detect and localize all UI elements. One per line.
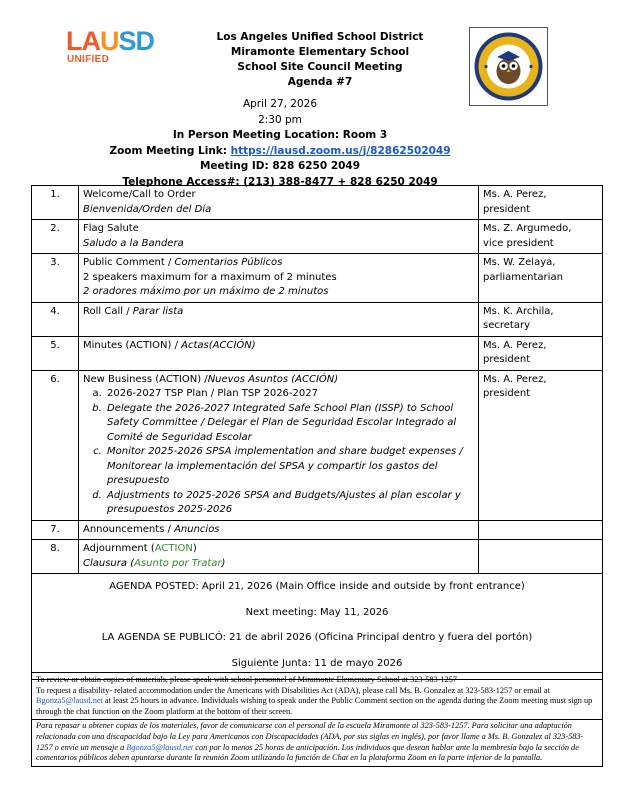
next-meeting-en: Next meeting: May 11, 2026 [245, 606, 389, 618]
item-title [83, 373, 474, 388]
agenda-row-4 [32, 302, 603, 336]
presenter-name: Ms. Z. Argumedo, [483, 223, 572, 234]
item-number: 7. [32, 520, 79, 540]
footer-ada-en-text: To request a disability- related accommodation under the Americans with Disabilities Act (ADA), please call Ms. B. Gonzalez at 323-583-1257 or email at [36, 685, 550, 695]
presenter-role: president [483, 388, 531, 399]
item-title-en: Announcements / [83, 523, 175, 535]
presenter-name: Ms. A. Perez, [483, 189, 547, 200]
item-description [79, 220, 479, 254]
agenda-row-5 [32, 336, 603, 370]
item-presenter [479, 520, 603, 540]
item-number: 3. [32, 254, 79, 303]
item-title-es-close: ) [221, 557, 226, 569]
item-title [83, 523, 474, 538]
item-title-es: Anuncios [174, 523, 220, 535]
presenter-role: vice president [483, 237, 554, 249]
item-title-es: Bienvenida/Orden del Día [83, 203, 212, 215]
agenda-row-1 [32, 186, 603, 220]
item-presenter [479, 336, 603, 370]
owl-seal-icon [473, 31, 544, 102]
item-title: Flag Salute [83, 223, 139, 234]
item-title-close: ) [192, 543, 197, 554]
item-presenter [479, 540, 603, 574]
sub-item-list [83, 387, 474, 518]
zoom-line [70, 144, 490, 160]
item-number: 5. [32, 336, 79, 370]
item-number: 8. [32, 540, 79, 574]
document-header [180, 30, 460, 90]
item-detail-es: 2 oradores máximo por un máximo de 2 minutos [83, 286, 329, 297]
school-name: Miramonte Elementary School [230, 46, 410, 58]
meeting-location: In Person Meeting Location: Room 3 [172, 129, 388, 141]
email-link[interactable]: Bgonza5@lausd.net [36, 696, 103, 706]
posting-row [32, 574, 603, 680]
action-label: ACTION [154, 543, 193, 554]
sub-item: a. 2026-2027 TSP Plan / Plan TSP 2026-2027 [105, 387, 474, 402]
item-description [79, 370, 479, 520]
item-title-es: Saludo a la Bandera [83, 237, 184, 249]
meeting-id: Meeting ID: 828 6250 2049 [199, 160, 361, 172]
presenter-role: parliamentarian [483, 271, 563, 283]
presenter-role: secretary [483, 320, 530, 331]
agenda-posted-es: LA AGENDA SE PUBLICÓ: 21 de abril 2026 (Oficina Principal dentro y fuera del portón) [101, 632, 533, 643]
footer-materials-en: To review or obtain copies of materials, please speak with school personnel of Miramonte Elementary School at 323-583-1257 [36, 675, 458, 684]
item-title-es: Actas(ACCIÓN) [181, 339, 256, 351]
item-description [79, 520, 479, 540]
item-title-es: Comentarios Públicos [174, 257, 283, 268]
item-title: Welcome/Call to Order [83, 189, 196, 200]
agenda-row-8 [32, 540, 603, 574]
item-title-es-pre: Clausura ( [83, 557, 135, 569]
school-seal-icon [469, 27, 548, 106]
logo-part-u: U [100, 26, 119, 56]
item-description [79, 254, 479, 303]
meeting-name: School Site Council Meeting [237, 61, 403, 73]
item-title-en: New Business (ACTION) / [83, 373, 208, 385]
presenter-name: Ms. A. Perez, [483, 339, 547, 351]
item-description [79, 186, 479, 220]
agenda-row-3 [32, 254, 603, 303]
posting-info [32, 574, 603, 680]
item-title-en: Roll Call / [83, 305, 133, 317]
item-title [83, 542, 474, 557]
lausd-logo [66, 26, 178, 66]
footer-notice [31, 672, 603, 767]
presenter-name: Ms. K. Archila, [483, 305, 554, 317]
item-title-es: Nuevos Asuntos (ACCIÓN) [207, 373, 339, 385]
item-number: 4. [32, 302, 79, 336]
item-description [79, 336, 479, 370]
meeting-date: April 27, 2026 [242, 98, 318, 110]
item-title-es [83, 557, 474, 572]
item-title-en: Adjournment ( [83, 543, 155, 554]
meeting-time: 2:30 pm [258, 113, 302, 126]
lausd-wordmark [66, 28, 154, 55]
next-meeting-es: Siguiente Junta: 11 de mayo 2026 [231, 657, 403, 669]
footer-es-text-2: con por lo menos 25 horas de anticipación. Los individuos que desean hablar ante la membresía bajo la sección de comentarios públicos deben apuntarse durante la reunión Zoom utilizando la función de Chat en la plataforma Zoom en la parte inferior de la pantalla. [36, 742, 579, 763]
meeting-details [70, 97, 490, 190]
zoom-label: Zoom Meeting Link: [109, 144, 231, 157]
presenter-role: president [483, 354, 531, 365]
item-description [79, 540, 479, 574]
zoom-link[interactable]: https://lausd.zoom.us/j/82862502049 [230, 144, 451, 157]
logo-part-sd: SD [118, 26, 155, 56]
item-presenter [479, 254, 603, 303]
sub-item: d. Adjustments to 2025-2026 SPSA and Budgets/Ajustes al plan escolar y presupuestos 2025-2026 [105, 489, 474, 518]
agenda-table [31, 185, 603, 680]
logo-part-la: LA [66, 26, 100, 56]
agenda-row-2 [32, 220, 603, 254]
item-title [83, 339, 474, 354]
item-number: 1. [32, 186, 79, 220]
district-name: Los Angeles Unified School District [216, 31, 424, 43]
footer-ada-en-text-2: at least 25 hours in advance. Individuals wishing to speak under the Public Comment section on the agenda during the Zoom meeting must sign up through the chat function on the Zoom platform at the bottom of their screen. [36, 696, 593, 716]
email-link-es[interactable]: Bgonza5@lausd.net [126, 742, 194, 752]
item-presenter [479, 220, 603, 254]
logo-unified-text: UNIFIED [67, 54, 110, 65]
item-title-en: Public Comment / [83, 257, 175, 268]
presenter-name: Ms. W. Zelaya, [483, 257, 556, 268]
item-title-es: Parar lista [132, 305, 184, 317]
agenda-row-6 [32, 370, 603, 520]
item-title [83, 256, 474, 271]
action-label-es: Asunto por Tratar [134, 557, 222, 569]
item-presenter [479, 370, 603, 520]
footer-ada-en [36, 686, 598, 718]
presenter-role: president [483, 203, 531, 215]
item-number: 6. [32, 370, 79, 520]
sub-item: c. Monitor 2025-2026 SPSA implementation and share budget expenses / Monitorear la implementación del SPSA y compartir los gastos del presupuesto [105, 445, 474, 489]
agenda-posted-en: AGENDA POSTED: April 21, 2026 (Main Office inside and outside by front entrance) [109, 581, 525, 592]
item-description [79, 302, 479, 336]
item-detail-en: 2 speakers maximum for a maximum of 2 minutes [83, 271, 337, 283]
item-title [83, 305, 474, 320]
footer-es-text: Para repasar u obtener copias de los materiales, favor de comunicarse con el personal de la escuela Miramonte al 323-583-1257. Para solicitar una adaptación relacionada con una discapacidad bajo la Ley para Americanos con Discapacidades (ADA, por sus siglas en inglés), por favor llame a Ms. B. Gonzalez al 323-583-1257 o envíe un mensaje a [36, 721, 584, 752]
telephone-access: Telephone Access#: (213) 388-8477 + 828 6250 2049 [122, 175, 438, 188]
agenda-number: Agenda #7 [287, 76, 353, 88]
agenda-row-7 [32, 520, 603, 540]
presenter-name: Ms. A. Perez, [483, 373, 547, 385]
item-title-en: Minutes (ACTION) / [83, 339, 182, 351]
footer-es [32, 719, 602, 763]
sub-item: b. Delegate the 2026-2027 Integrated Safe School Plan (ISSP) to School Safety Committee / Delegar el Plan de Seguridad Escolar Integrado al Comité de Seguridad Escolar [105, 402, 474, 446]
item-presenter [479, 302, 603, 336]
item-presenter [479, 186, 603, 220]
item-number: 2. [32, 220, 79, 254]
